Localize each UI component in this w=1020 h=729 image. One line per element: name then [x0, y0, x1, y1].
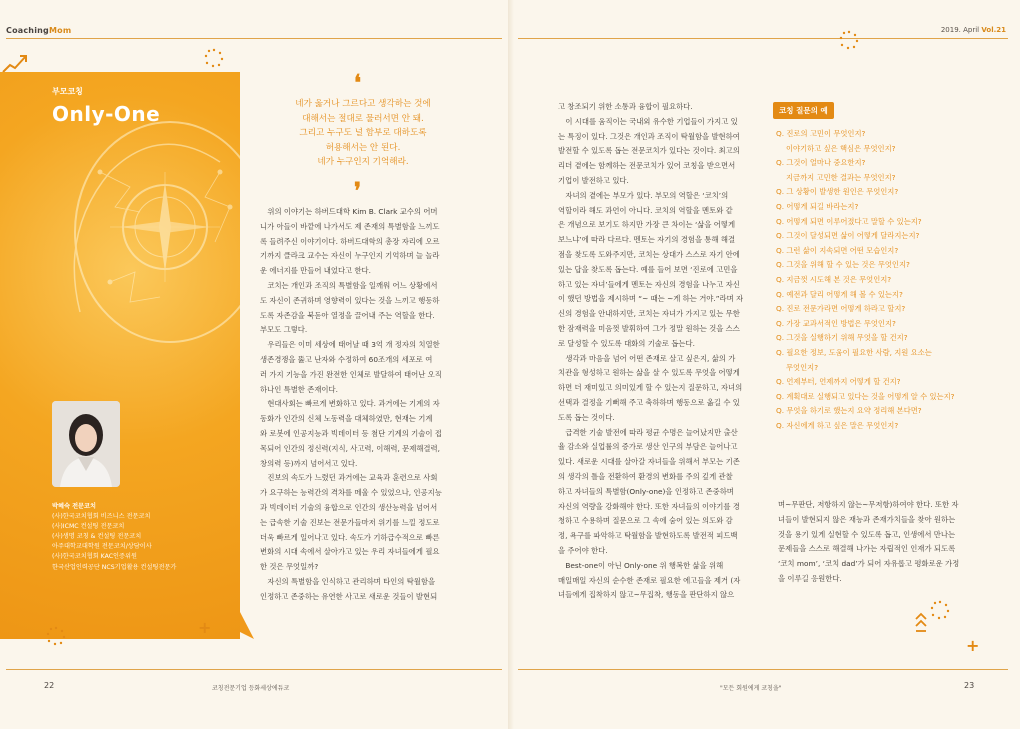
brand-accent: Mom — [48, 26, 72, 35]
header-rule-right — [518, 38, 1008, 39]
body-line: 도 자신이 존귀하며 영향력이 있다는 것을 느끼고 행동하 — [260, 295, 440, 305]
body-line: 기업이 발전하고 있다. — [558, 175, 629, 185]
quote-line: 네가 누구인지 기억해라. — [317, 157, 409, 168]
coach-questions-header: 코칭 질문의 예 — [773, 102, 834, 119]
coach-question-item: Q. 무엇을 하기로 했는지 요약 정리해 본다면? — [776, 406, 922, 416]
plus-icon: + — [966, 636, 980, 655]
quote-line: 네가 옳거나 그르다고 생각하는 것에 — [295, 99, 431, 109]
body-line: 더욱 빠르게 일어나고 있다. 속도가 기하급수적으로 빠른 — [260, 532, 440, 542]
coach-question-item: Q. 예전과 달리 어떻게 해 볼 수 있는지? — [776, 289, 903, 299]
credit-line: 박혜숙 전문코치 — [52, 503, 96, 510]
quote-line: 허용해서는 안 된다. — [325, 142, 401, 153]
body-line: 신의 경험을 안내하지만, 코치는 자녀가 가지고 있는 무한 — [558, 309, 740, 319]
footer-slogan: "모든 회원에게 코칭을" — [720, 685, 782, 692]
body-line: 생각과 마음을 넘어 어떤 존재로 살고 싶은지, 삶의 가 — [558, 353, 736, 363]
coach-question-item: 무엇인지? — [786, 362, 819, 372]
dot-circle-icon — [46, 626, 66, 646]
body-line: 치관을 형성하고 원하는 삶을 살 수 있도록 무엇을 어떻게 — [558, 368, 740, 378]
body-line: 과 빅데이터 기술의 융합으로 인간의 생산능력을 넘어서 — [260, 502, 438, 512]
body-line: 운 에너지를 만들어 내었다고 한다. — [260, 266, 371, 276]
body-line: 하면 더 재미있고 의미있게 할 수 있는지 질문하고, 자녀의 — [558, 383, 743, 393]
author-credits — [52, 502, 237, 573]
coach-question-item: Q. 진로의 고민이 무엇인지? — [776, 129, 866, 138]
coach-question-item: 이야기하고 싶은 핵심은 무엇인지? — [786, 143, 896, 153]
coach-question-item: Q. 가장 교과서적인 방법은 무엇인지? — [776, 318, 896, 328]
body-line: 며~무판단, 저항하지 않는~무저항)하여야 한다. 또한 자 — [778, 500, 959, 509]
body-line: 이 했던 방법을 제시하며 “~ 때는 ~게 하는 거야.”라며 자 — [558, 294, 744, 304]
footer-rule-left — [6, 669, 502, 670]
body-line: 목되어 인간의 정신력(지식, 사고력, 이해력, 문제해결력, — [260, 443, 440, 453]
section-label: 부모코칭 — [52, 87, 83, 96]
body-line: 도록 돕는 것이다. — [558, 412, 615, 422]
body-line: 창의력 등)까지 넘어서고 있다. — [260, 458, 358, 468]
page-gutter — [508, 0, 514, 729]
coach-question-item: Q. 진로 전문가라면 어떻게 하라고 할지? — [776, 304, 906, 314]
body-line: 인정하고 존중하는 유연한 사고로 새로운 것들이 발현되 — [260, 591, 438, 601]
article-title: Only-One — [52, 102, 161, 126]
body-line: 로 달성할 수 있도록 대화의 기술로 돕는다. — [558, 338, 695, 348]
credit-line: 아주대학교대학원 전문코치/상담이사 — [52, 543, 152, 551]
quote-close-mark: ❜ — [354, 178, 362, 204]
body-line: 보느냐’에 따라 다르다. 멘토는 자기의 경험을 통해 해결 — [558, 235, 736, 245]
quote-line: 그리고 누구도 널 함부로 대하도록 — [299, 128, 427, 139]
body-line: 한 잠재력을 미음껏 발휘하여 그가 정말 원하는 것을 스스 — [558, 323, 740, 333]
body-column-3 — [778, 498, 996, 587]
brain-compass-illustration — [20, 112, 240, 372]
quote-line: 대해서는 절대로 물러서면 안 돼. — [302, 113, 424, 124]
coach-question-item: Q. 그 상황이 발생한 원인은 무엇인지? — [776, 187, 899, 197]
body-line: 있다. 새로운 시대를 살아갈 자녀들을 위해서 부모는 기존 — [558, 457, 740, 467]
brand-main: Coaching — [6, 26, 49, 35]
coach-question-item: 지금까지 고민한 결과는 무엇인지? — [786, 172, 896, 182]
body-line: 청하고 수용하며 질문으로 그 속에 숨어 있는 의도와 감 — [558, 516, 733, 526]
body-line: 문제들을 스스로 해결해 나가는 자립적인 인재가 되도록 — [778, 544, 956, 554]
body-line: 자신의 역량을 강화해야 한다. 또한 자녀들의 이야기를 경 — [558, 501, 740, 511]
body-line: 니가 아들이 바깥에 나가서도 제 존재의 특별함을 느끼도 — [260, 221, 440, 231]
issue-volume: Vol.21 — [981, 26, 1006, 34]
body-line: 선택과 결정을 기뻐해 주고 축하하며 행동으로 옮길 수 있 — [558, 397, 740, 407]
body-line: 이 시대를 움직이는 국내외 유수한 기업들이 가지고 있 — [558, 116, 738, 126]
issue-date: 2019. April — [940, 26, 980, 34]
credit-line: 한국산업인력공단 NCS기업활용 컨설팅전문가 — [52, 563, 177, 571]
body-column-1 — [260, 205, 472, 605]
author-portrait — [52, 401, 120, 487]
body-line: 가 요구하는 능력간의 격차를 메울 수 있었으나, 인공지능 — [260, 488, 442, 498]
body-line: 발전할 수 있도록 돕는 전문코치가 있다는 것이다. 최고의 — [558, 146, 740, 156]
body-line: 매일매일 자신의 순수한 존재로 필요한 에고들을 제거 (자 — [558, 575, 741, 585]
credit-line: (사)한국코치협회 KAC인증위원 — [52, 553, 137, 561]
credit-line: (사)한국코치협회 비즈니스 전문코치 — [52, 513, 151, 521]
body-line: 은 개념으로 보기도 하지만 가장 큰 차이는 ‘삶을 어떻게 — [558, 220, 736, 230]
body-line: 리더 곁에는 함께하는 전문코치가 있어 코칭을 받으면서 — [558, 161, 736, 171]
body-line: 고 창조되기 위한 소통과 융합이 필요하다. — [558, 102, 693, 111]
body-column-2 — [558, 100, 768, 603]
dot-circle-icon — [204, 48, 224, 68]
body-line: 록 들려주신 이야기이다. 하버드대학의 총장 자리에 오르 — [260, 236, 440, 246]
stacked-chevron-icon — [914, 612, 928, 634]
coach-question-item: Q. 그런 삶이 지속되면 어떤 모습인지? — [776, 245, 899, 255]
coach-question-item: Q. 지금껏 시도해 본 것은 무엇인지? — [776, 274, 892, 284]
coach-question-item: Q. 어떻게 되면 이루어졌다고 말할 수 있는지? — [776, 216, 922, 226]
body-line: Best-one이 아닌 Only-one 위 행복한 삶을 위해 — [558, 560, 724, 570]
issue-info — [941, 26, 1006, 34]
body-line: 는 급속한 기술 진보는 전문가들마저 위기를 느낄 정도로 — [260, 517, 440, 527]
body-line: 부모도 그렇다. — [260, 325, 308, 335]
body-line: 변화의 시대 속에서 살아가고 있는 우리 자녀들에게 필요 — [260, 547, 440, 557]
page-number-left: 22 — [44, 681, 55, 690]
coach-question-item: Q. 자신에게 하고 싶은 말은 무엇인지? — [776, 420, 899, 430]
plus-icon: + — [198, 618, 212, 637]
body-line: 위의 이야기는 하버드대학 Kim B. Clark 교수의 어머 — [260, 207, 438, 216]
body-line: 한 것은 무엇일까? — [260, 562, 319, 572]
body-line: 자신의 특별함을 인식하고 관리하며 타인의 탁월함을 — [260, 576, 436, 586]
dot-circle-icon — [839, 30, 859, 50]
body-line: 진보의 속도가 느렸던 과거에는 교육과 훈련으로 사회 — [260, 473, 438, 483]
body-line: 도록 자존감을 북돋아 열정을 끌어내 주는 역할을 한다. — [260, 310, 435, 320]
body-line: 정, 욕구를 파악하고 탁월함을 발현하도록 발전적 피드백 — [558, 531, 738, 541]
footer-publisher: 코칭전문기업 등화세상에듀코 — [212, 685, 290, 692]
dot-circle-icon — [930, 600, 950, 620]
body-line: 점을 찾도록 도와주지만, 코치는 상대가 스스로 자기 안에 — [558, 249, 740, 259]
body-line: 의 생각의 틀을 전환하여 환경의 변화를 주의 깊게 관찰 — [558, 471, 733, 481]
coach-question-item: Q. 그것이 달성되면 삶이 어떻게 달라지는지? — [776, 231, 920, 241]
body-line: 현대사회는 빠르게 변화하고 있다. 과거에는 기계의 자 — [260, 399, 440, 409]
coach-question-item: Q. 계획대로 실행되고 있다는 것을 어떻게 알 수 있는지? — [776, 391, 955, 401]
pull-quote — [268, 97, 458, 170]
body-line: 녀들이 발현되지 않은 재능과 존재가치들을 찾아 원하는 — [778, 514, 956, 524]
body-line: 율 감소와 실업률의 증가로 생산 인구의 부담은 늘어나고 — [558, 442, 738, 452]
body-line: 하나인 특별한 존재이다. — [260, 384, 338, 394]
coach-question-item: Q. 그것을 실행하기 위해 무엇을 할 건지? — [776, 333, 908, 343]
quote-open-mark: ❛ — [354, 70, 362, 96]
growth-arrow-icon — [2, 52, 28, 74]
page-number-right: 23 — [964, 681, 975, 690]
coach-question-item: Q. 언제부터, 언제까지 어떻게 할 건지? — [776, 377, 901, 387]
body-line: 하고 자녀들의 특별함(Only-one)을 인정하고 존중하며 — [558, 486, 734, 496]
coach-question-item: Q. 그것을 위해 할 수 있는 것은 무엇인지? — [776, 260, 910, 270]
body-line: 을 주어야 한다. — [558, 545, 608, 555]
credit-line: (사)생명 코칭 & 컨설팅 전문코치 — [52, 533, 142, 541]
footer-rule-right — [518, 669, 1008, 670]
body-line: 동화가 인간의 신체 노동력을 대체하였만, 현재는 기계 — [260, 414, 433, 424]
coach-question-item: Q. 그것이 얼마나 중요한지? — [776, 158, 866, 168]
body-line: 있는 답을 찾도록 돕는다. 예를 들어 보면 ‘진로에 고민을 — [558, 264, 738, 274]
body-line: 것을 용기 있게 실현할 수 있도록 돕고, 인생에서 만나는 — [778, 529, 956, 539]
hero-speech-tail — [240, 72, 254, 639]
author-photo — [52, 401, 120, 487]
magazine-brand — [6, 26, 71, 35]
body-line: 급격한 기술 발전에 따라 평균 수명은 늘어났지만 출산 — [558, 427, 738, 437]
body-line: 하고 있는 자녀’들에게 멘토는 자신의 경험을 나누고 자신 — [558, 279, 740, 289]
coach-questions-list — [776, 127, 1000, 433]
body-line: 녀들에게 집착하지 않고~무집착, 행동을 판단하지 않으 — [558, 590, 735, 600]
body-line: 을 이루길 응원한다. — [778, 573, 842, 583]
body-line: 러 가지 기능을 가진 완전한 인체로 발달하여 태어난 오직 — [260, 369, 442, 379]
header-rule-left — [6, 38, 502, 39]
body-line: 자녀의 곁에는 부모가 있다. 부모의 역할은 ‘코치’의 — [558, 190, 729, 200]
body-line: 는 특징이 있다. 그것은 개인과 조직이 탁월함을 발현하여 — [558, 131, 740, 141]
body-line: 우리들은 이미 세상에 태어날 때 3억 개 정자의 치열한 — [260, 340, 440, 350]
coach-question-item: Q. 필요한 정보, 도움이 필요한 사람, 지원 요소는 — [776, 347, 932, 357]
coach-question-item: Q. 어떻게 되길 바라는지? — [776, 201, 859, 211]
body-line: 와 로봇에 인공지능과 빅데이터 등 첨단 기계의 기술이 접 — [260, 428, 442, 438]
body-line: 생존경쟁을 뚫고 난자와 수정하여 60조개의 세포로 여 — [260, 354, 433, 364]
credit-line: (사)ICMC 컨설팅 전문코치 — [52, 523, 125, 531]
body-line: 기까지 클라크 교수는 자신이 누구인지 기억하며 늘 놀라 — [260, 251, 440, 261]
body-line: 코치는 개인과 조직의 특별함을 일깨워 어느 상황에서 — [260, 280, 438, 290]
body-line: ‘코치 mom’, ‘코치 dad’가 되어 자유롭고 평화로운 가정 — [778, 559, 960, 569]
body-line: 역할이라 해도 과언이 아니다. 코치의 역할을 멘토와 같 — [558, 205, 733, 215]
